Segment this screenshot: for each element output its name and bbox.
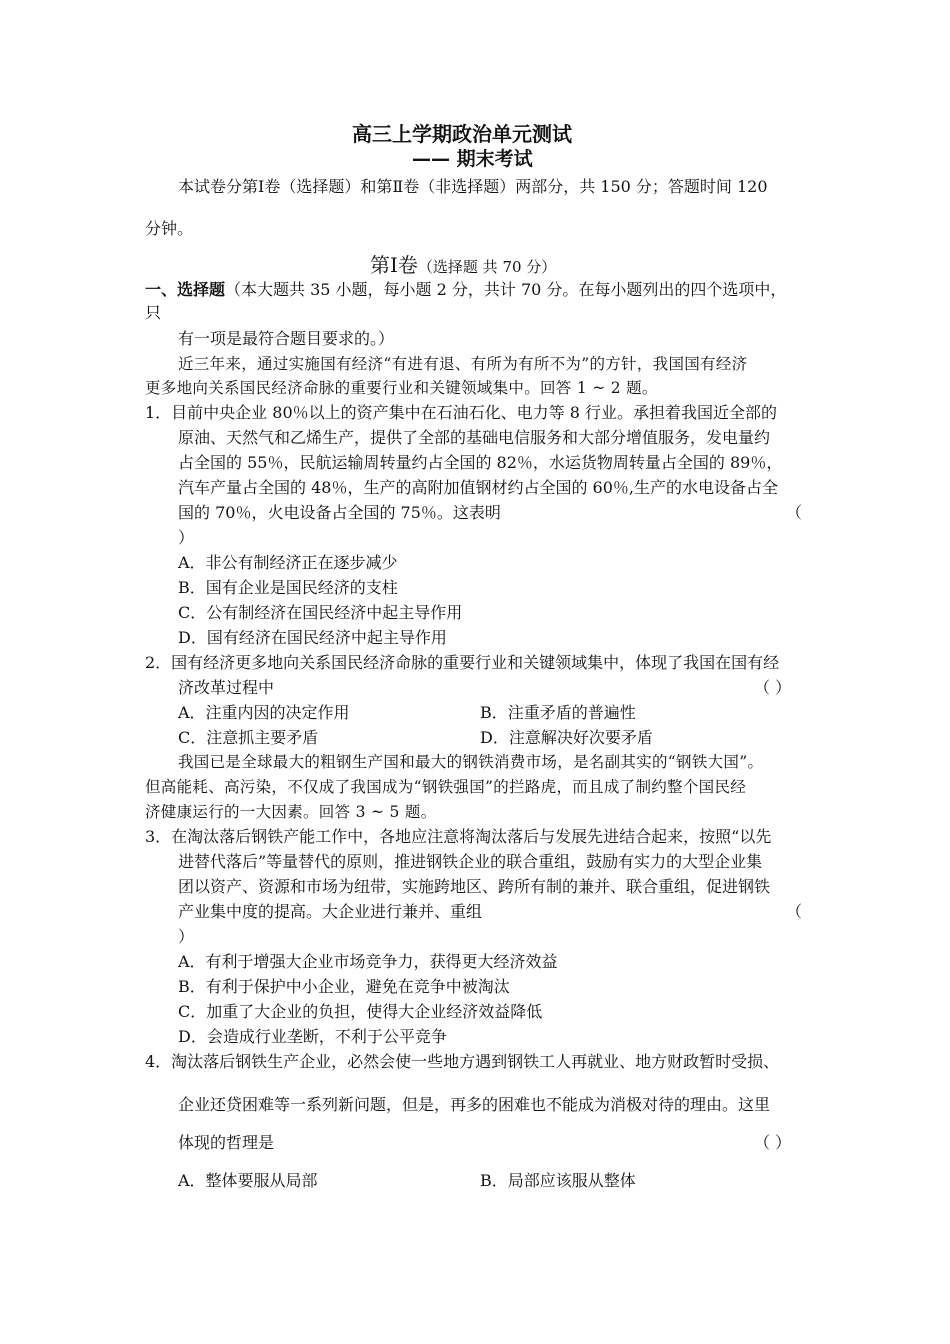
q3-option-d: D．会造成行业垄断，不利于公平竞争 bbox=[178, 1027, 447, 1046]
q4-option-a: A．整体要服从局部 bbox=[178, 1171, 318, 1190]
q4-answer-paren: （ ） bbox=[754, 1133, 792, 1152]
q4-option-b: B．局部应该服从整体 bbox=[480, 1171, 636, 1190]
q3-option-a: A．有利于增强大企业市场竞争力，获得更大经济效益 bbox=[178, 952, 558, 971]
instructions-text: （本大题共 35 小题，每小题 2 分，共计 70 分。在每小题列出的四个选项中， bbox=[225, 280, 787, 299]
q1-stem-line-5: 国的 70％，火电设备占全国的 75％。这表明 bbox=[178, 503, 501, 522]
q1-stem-line-3: 占全国的 55％，民航运输周转量约占全国的 82％，水运货物周转量占全国的 89％， bbox=[178, 453, 783, 472]
q2-option-a: A．注重内因的决定作用 bbox=[178, 703, 350, 722]
section-title-note: （选择题 共 70 分） bbox=[417, 258, 557, 276]
q1-option-b: B．国有企业是国民经济的支柱 bbox=[178, 578, 398, 597]
q1-stem-line-1: 1．目前中央企业 80％以上的资产集中在石油石化、电力等 8 行业。承担着我国近全部的 bbox=[145, 403, 777, 422]
material-1-line-2: 更多地向关系国民经济命脉的重要行业和关键领域集中。回答 1 ~ 2 题。 bbox=[145, 379, 658, 397]
q3-answer-paren-open: （ bbox=[786, 902, 803, 921]
q4-stem-line-3: 体现的哲理是 bbox=[178, 1133, 275, 1152]
q3-stem-line-3: 团以资产、资源和市场为纽带，实施跨地区、跨所有制的兼并、联合重组，促进钢铁 bbox=[178, 877, 771, 896]
q1-option-a: A．非公有制经济正在逐步减少 bbox=[178, 553, 398, 572]
section-title-main: 第Ⅰ卷 bbox=[370, 253, 418, 277]
q3-option-b: B．有利于保护中小企业，避免在竞争中被淘汰 bbox=[178, 977, 510, 996]
q1-option-d: D．国有经济在国民经济中起主导作用 bbox=[178, 628, 447, 647]
q4-stem-line-2: 企业还贷困难等一系列新问题，但是，再多的困难也不能成为消极对待的理由。这里 bbox=[178, 1095, 771, 1114]
q3-stem-line-4: 产业集中度的提高。大企业进行兼并、重组 bbox=[178, 902, 483, 921]
q2-option-b: B．注重矛盾的普遍性 bbox=[480, 703, 636, 722]
instructions-line-2: 有一项是最符合题目要求的。） bbox=[178, 329, 395, 348]
q2-stem-line-1: 2．国有经济更多地向关系国民经济命脉的重要行业和关键领域集中，体现了我国在国有经 bbox=[145, 653, 780, 672]
page-subtitle: —— 期末考试 bbox=[412, 148, 533, 170]
section-instructions bbox=[145, 280, 786, 300]
q1-stem-line-4: 汽车产量占全国的 48％，生产的高附加值钢材约占全国的 60％,生产的水电设备占全 bbox=[178, 478, 778, 497]
material-2-line-2: 但高能耗、高污染，不仅成了我国成为“钢铁强国”的拦路虎，而且成了制约整个国民经 bbox=[145, 778, 747, 796]
page-title: 高三上学期政治单元测试 bbox=[352, 122, 572, 146]
intro-line-2: 分钟。 bbox=[145, 219, 194, 238]
q3-answer-paren-close: ） bbox=[178, 927, 195, 946]
q1-option-c: C．公有制经济在国民经济中起主导作用 bbox=[178, 603, 463, 622]
intro-line-1: 本试卷分第Ⅰ卷（选择题）和第Ⅱ卷（非选择题）两部分，共 150 分；答题时间 120 bbox=[178, 177, 768, 196]
q2-stem-line-2: 济改革过程中 bbox=[178, 678, 275, 697]
q1-stem-line-2: 原油、天然气和乙烯生产，提供了全部的基础电信服务和大部分增值服务，发电量约 bbox=[178, 428, 771, 447]
material-1-line-1: 近三年来，通过实施国有经济“有进有退、有所为有所不为”的方针，我国国有经济 bbox=[178, 355, 748, 373]
q3-stem-line-1: 3．在淘汰落后钢铁产能工作中，各地应注意将淘汰落后与发展先进结合起来，按照“以先 bbox=[145, 827, 772, 846]
q1-answer-paren-close: ） bbox=[178, 528, 195, 547]
q3-option-c: C．加重了大企业的负担，使得大企业经济效益降低 bbox=[178, 1002, 543, 1021]
q2-answer-paren: （ ） bbox=[754, 678, 792, 697]
q1-answer-paren-open: （ bbox=[786, 503, 803, 522]
q2-option-d: D．注意解决好次要矛盾 bbox=[480, 728, 653, 747]
instructions-wrap: 只 bbox=[145, 303, 162, 322]
q3-stem-line-2: 进替代落后”等量替代的原则，推进钢铁企业的联合重组，鼓励有实力的大型企业集 bbox=[178, 852, 763, 871]
material-2-line-3: 济健康运行的一大因素。回答 3 ~ 5 题。 bbox=[145, 803, 437, 821]
instructions-label: 一、选择题 bbox=[145, 280, 226, 299]
q4-stem-line-1: 4．淘汰落后钢铁生产企业，必然会使一些地方遇到钢铁工人再就业、地方财政暂时受损、 bbox=[145, 1052, 780, 1071]
material-2-line-1: 我国已是全球最大的粗钢生产国和最大的钢铁消费市场，是名副其实的“钢铁大国”。 bbox=[178, 753, 764, 771]
section-title bbox=[370, 255, 556, 277]
q2-option-c: C．注意抓主要矛盾 bbox=[178, 728, 319, 747]
